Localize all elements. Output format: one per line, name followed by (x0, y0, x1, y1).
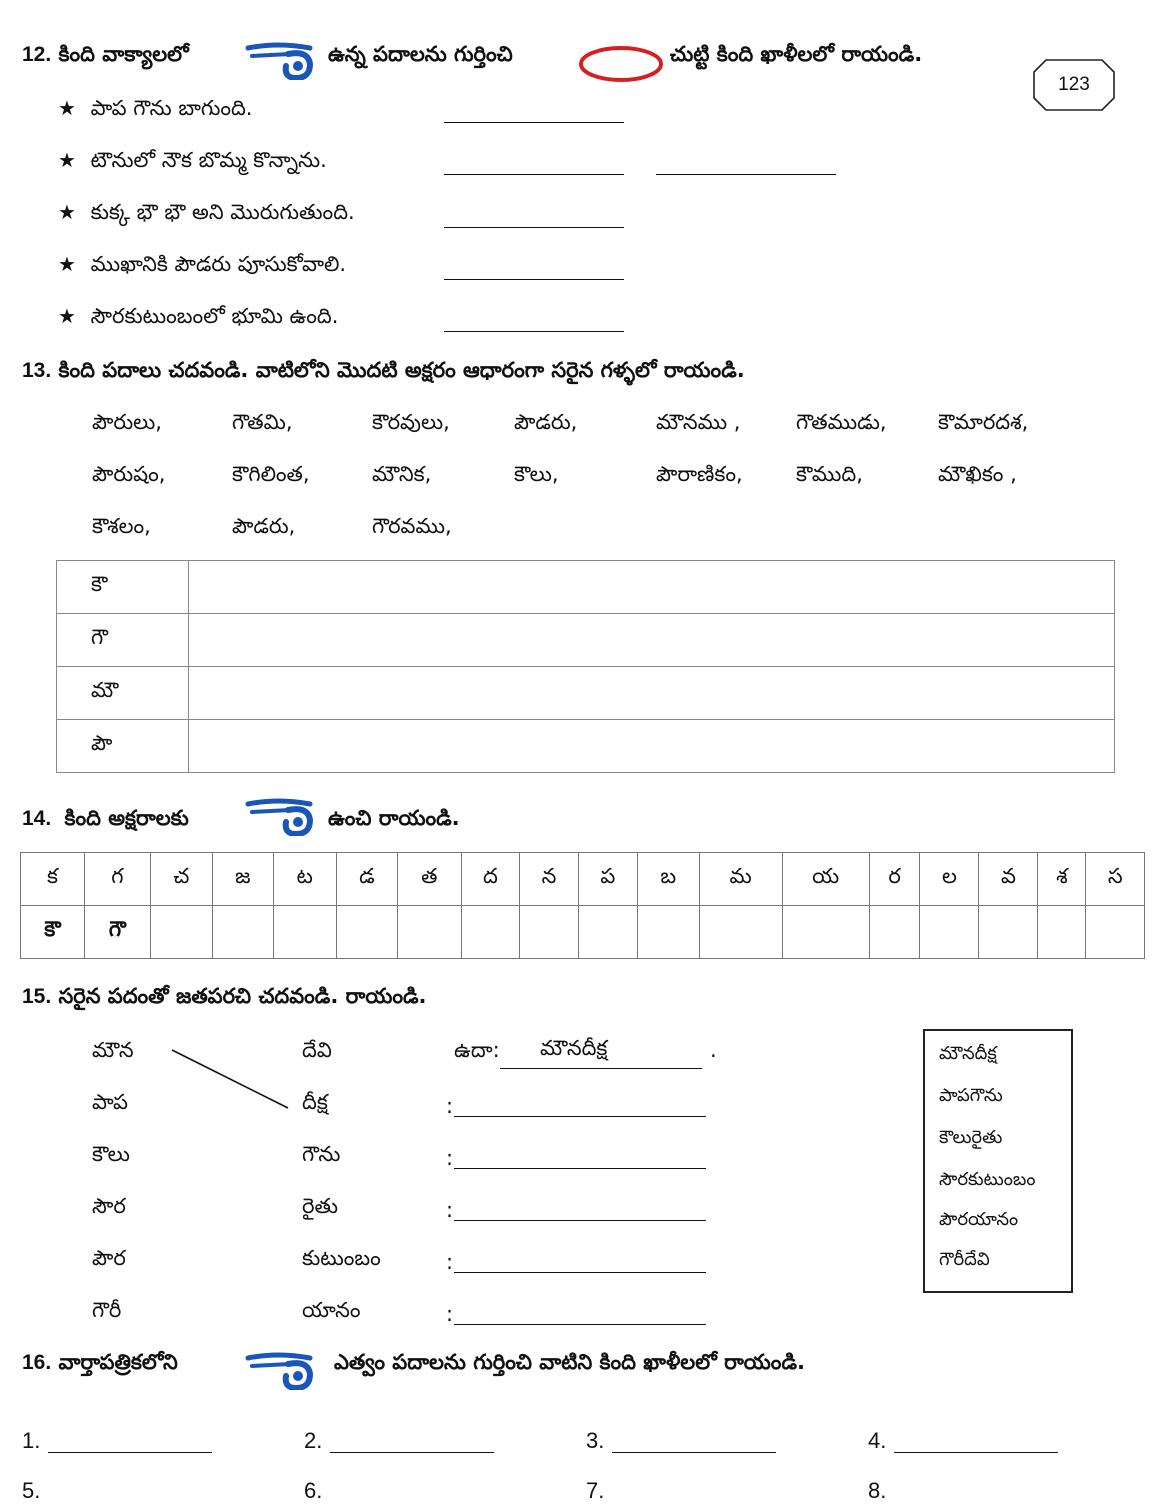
q14-number: 14. (22, 807, 52, 830)
answer-cell[interactable]: కౌ (21, 906, 85, 959)
left-word: కౌలు (92, 1142, 130, 1166)
q15-heading (22, 984, 426, 1014)
au-sign-icon (244, 40, 316, 80)
q13-number: 13. (22, 359, 52, 382)
answer-blank[interactable] (454, 1220, 706, 1221)
answer-cell[interactable] (520, 906, 578, 959)
answer-box-item: పౌరయానం (939, 1209, 1019, 1230)
table-row (57, 614, 1115, 667)
answer-cell[interactable] (189, 614, 1115, 667)
answer-box-item: మౌనదీక్ష (939, 1043, 997, 1064)
word: కౌలు, (514, 462, 559, 486)
letter-cell: ట (273, 853, 336, 906)
star-icon: ★ (58, 96, 76, 120)
letter-cell: జ (213, 853, 273, 906)
colon: : (446, 1146, 454, 1170)
answer-blank[interactable] (454, 1324, 706, 1325)
example-end: . (710, 1038, 717, 1062)
sentence-text: కుక్క భౌ భౌ అని మొరుగుతుంది. (90, 200, 355, 224)
page-number: 123 (1058, 74, 1090, 95)
q14-text-b: ఉంచి రాయండి. (328, 806, 460, 830)
q14-heading (22, 806, 189, 836)
answer-cell[interactable] (213, 906, 273, 959)
word: కౌముది, (796, 462, 863, 486)
example-underline (500, 1068, 702, 1069)
right-word: గౌను (302, 1142, 341, 1166)
word: పౌరాణికం, (656, 462, 743, 486)
answer-cell[interactable] (273, 906, 336, 959)
answer-cell[interactable] (397, 906, 461, 959)
page-number-badge (1032, 58, 1116, 112)
answer-blank[interactable] (444, 122, 624, 123)
q12-text-a: కింది వాక్యాలలో (58, 42, 189, 66)
word: పౌరుషం, (92, 462, 166, 486)
q12-heading (22, 42, 189, 72)
blank-number: 3. (586, 1428, 605, 1453)
answer-blank[interactable] (612, 1452, 776, 1453)
answer-cell[interactable] (189, 667, 1115, 720)
right-word: దేవి (302, 1038, 332, 1062)
answer-cell[interactable] (869, 906, 920, 959)
answer-blank[interactable] (894, 1452, 1058, 1453)
au-sign-icon (244, 1350, 316, 1390)
colon: : (446, 1198, 454, 1222)
letter-cell: వ (979, 853, 1038, 906)
letter-cell: న (520, 853, 578, 906)
list-item (58, 304, 338, 334)
answer-cell[interactable] (920, 906, 979, 959)
table-row (57, 720, 1115, 773)
letter-cell: బ (637, 853, 699, 906)
answer-cell[interactable] (578, 906, 637, 959)
answer-cell[interactable] (189, 561, 1115, 614)
q13-sort-table (56, 560, 1115, 773)
word: గౌతముడు, (796, 410, 887, 434)
q15-text: సరైన పదంతో జతపరచి చదవండి. రాయండి. (58, 984, 427, 1008)
table-row (21, 853, 1145, 906)
answer-blank[interactable] (656, 174, 836, 175)
sentence-text: పాప గౌను బాగుంది. (90, 96, 253, 120)
answer-blank[interactable] (444, 174, 624, 175)
left-word: సౌర (92, 1194, 126, 1218)
q12-text-c: చుట్టి కింది ఖాళీలలో రాయండి. (670, 42, 923, 66)
q12-number: 12. (22, 43, 52, 66)
letter-cell: ద (461, 853, 520, 906)
list-item (58, 252, 346, 282)
star-icon: ★ (58, 200, 76, 224)
row-label: పౌ (57, 720, 189, 773)
letter-cell: శ (1038, 853, 1086, 906)
blank-number: 4. (868, 1428, 887, 1453)
colon: : (446, 1094, 454, 1118)
answer-blank[interactable] (444, 279, 624, 280)
row-label: కౌ (57, 561, 189, 614)
answer-cell[interactable] (1086, 906, 1145, 959)
left-word: మౌన (92, 1038, 134, 1062)
q16-text-b: ఎత్వం పదాలను గుర్తించి వాటిని కింది ఖాళీలలో రాయండి. (334, 1350, 805, 1374)
q15-answer-box (923, 1029, 1073, 1293)
answer-cell[interactable] (1038, 906, 1086, 959)
letter-cell: డ (336, 853, 397, 906)
answer-blank[interactable] (48, 1452, 212, 1453)
letter-cell: య (782, 853, 869, 906)
table-row (21, 906, 1145, 959)
word: పౌడరు, (514, 410, 578, 434)
q13-text: కింది పదాలు చదవండి. వాటిలోని మొదటి అక్షరం ఆధారంగా సరైన గళ్ళలో రాయండి. (58, 358, 745, 382)
q15-number: 15. (22, 985, 52, 1008)
blank-number: 2. (304, 1428, 323, 1453)
q12-text-b: ఉన్న పదాలను గుర్తించి (328, 42, 513, 66)
sentence-text: సౌరకుటుంబంలో భూమి ఉంది. (90, 304, 339, 328)
blank-number: 8. (868, 1478, 887, 1503)
answer-blank[interactable] (330, 1452, 494, 1453)
answer-blank[interactable] (444, 227, 624, 228)
answer-cell[interactable] (189, 720, 1115, 773)
colon: : (446, 1250, 454, 1274)
answer-box-item: గౌరీదేవి (939, 1249, 990, 1270)
blank-number: 1. (22, 1428, 41, 1453)
answer-blank[interactable] (444, 331, 624, 332)
letter-cell: ల (920, 853, 979, 906)
answer-cell[interactable] (336, 906, 397, 959)
q14-letter-table (20, 852, 1145, 959)
answer-blank[interactable] (454, 1168, 706, 1169)
letter-cell: మ (699, 853, 782, 906)
row-label: గౌ (57, 614, 189, 667)
answer-cell[interactable] (979, 906, 1038, 959)
blank-number: 5. (22, 1478, 41, 1503)
word: పౌడరు, (232, 514, 296, 538)
row-label: మౌ (57, 667, 189, 720)
word: మౌనము , (656, 410, 741, 434)
match-line (170, 1046, 294, 1112)
left-word: పాప (92, 1090, 128, 1114)
letter-cell: ప (578, 853, 637, 906)
list-item (58, 96, 252, 126)
word: కౌశలం, (92, 514, 151, 538)
blank-number: 6. (304, 1478, 323, 1503)
example-label: ఉదా: (454, 1038, 500, 1062)
star-icon: ★ (58, 252, 76, 276)
word: గౌరవము, (372, 514, 452, 538)
right-word: కుటుంబం (302, 1246, 381, 1270)
sentence-text: టౌనులో నౌక బొమ్మ కొన్నాను. (90, 148, 327, 172)
q16-number: 16. (22, 1351, 52, 1374)
word: గౌతమి, (232, 410, 293, 434)
letter-cell: త (397, 853, 461, 906)
answer-blank[interactable] (454, 1272, 706, 1273)
left-word: గౌరీ (92, 1298, 122, 1322)
letter-cell: స (1086, 853, 1145, 906)
answer-blank[interactable] (454, 1116, 706, 1117)
right-word: దీక్ష (302, 1090, 328, 1114)
star-icon: ★ (58, 304, 76, 328)
blank-number: 7. (586, 1478, 605, 1503)
word: మౌనిక, (372, 462, 432, 486)
word: కౌమారదశ, (938, 410, 1029, 434)
answer-cell[interactable] (461, 906, 520, 959)
list-item (58, 148, 327, 178)
colon: : (446, 1302, 454, 1326)
answer-box-item: సౌరకుటుంబం (939, 1169, 1036, 1190)
word: కౌగిలింత, (232, 462, 310, 486)
right-word: యానం (302, 1298, 361, 1322)
answer-box-item: పాపగౌను (939, 1085, 1003, 1106)
answer-cell[interactable] (150, 906, 212, 959)
example-answer: మౌనదీక్ష (540, 1036, 608, 1060)
answer-cell[interactable]: గౌ (85, 906, 151, 959)
letter-cell: క (21, 853, 85, 906)
left-word: పౌర (92, 1246, 126, 1270)
letter-cell: ర (869, 853, 920, 906)
word: కౌరవులు, (372, 410, 450, 434)
word: పౌరులు, (92, 410, 162, 434)
answer-box-item: కౌలురైతు (939, 1127, 1003, 1148)
right-word: రైతు (302, 1194, 339, 1218)
answer-cell[interactable] (782, 906, 869, 959)
table-row (57, 667, 1115, 720)
au-sign-icon (244, 796, 316, 836)
q16-text-a: వార్తాపత్రికలోని (58, 1350, 178, 1374)
table-row (57, 561, 1115, 614)
q16-heading (22, 1350, 178, 1380)
word: మౌఖికం , (938, 462, 1017, 486)
q14-text-a: కింది అక్షరాలకు (64, 806, 189, 830)
q13-heading (22, 358, 745, 388)
star-icon: ★ (58, 148, 76, 172)
letter-cell: గ (85, 853, 151, 906)
answer-cell[interactable] (637, 906, 699, 959)
list-item (58, 200, 355, 230)
sentence-text: ముఖానికి పౌడరు పూసుకోవాలి. (90, 252, 347, 276)
red-circle-icon (578, 44, 664, 84)
answer-cell[interactable] (699, 906, 782, 959)
letter-cell: చ (150, 853, 212, 906)
